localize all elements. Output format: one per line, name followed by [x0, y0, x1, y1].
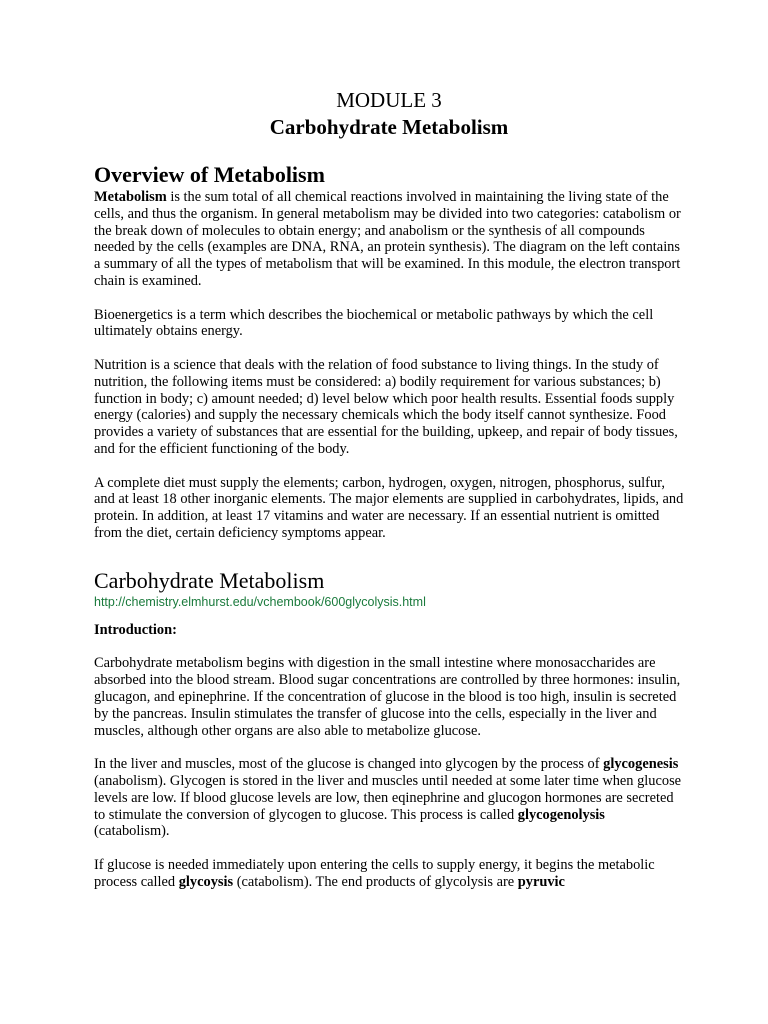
carb-paragraph-2	[94, 756, 684, 840]
glycoysis-term: glycoysis	[178, 873, 234, 890]
introduction-label-text: Introduction:	[94, 621, 177, 638]
pyruvic-term: pyruvic	[517, 873, 565, 890]
module-number: MODULE 3	[336, 88, 442, 112]
overview-heading: Overview of Metabolism	[94, 162, 325, 187]
glycogenesis-term: glycogenesis	[603, 756, 679, 773]
module-title: Carbohydrate Metabolism	[269, 115, 509, 139]
carb-paragraph-3-part-a: If glucose is needed immediately upon entering the cells to supply energy, it begins the metabolic process called	[94, 856, 655, 890]
carb-paragraph-3-part-b: (catabolism). The end products of glycolysis are	[233, 873, 518, 890]
carb-paragraph-2-part-c: (catabolism).	[94, 823, 170, 840]
glycolysis-link[interactable]: http://chemistry.elmhurst.edu/vchembook/600glycolysis.html	[94, 594, 426, 609]
carb-paragraph-2-part-a: In the liver and muscles, most of the glucose is changed into glycogen by the process of	[94, 756, 604, 773]
overview-paragraph-2: Bioenergetics is a term which describes the biochemical or metabolic pathways by which the cell ultimately obtains energy.	[94, 306, 654, 340]
metabolism-term: Metabolism	[94, 189, 167, 205]
carbohydrate-heading: Carbohydrate Metabolism	[94, 567, 325, 593]
overview-paragraph-4: A complete diet must supply the elements; carbon, hydrogen, oxygen, nitrogen, phosphorus, sulfur, and at least 18 other inorganic elements. The major elements are supplied in carbohydrates, lipids, and protein. In addition, at least 17 vitamins and water are necessary. If an essential nutrient is omitted from the diet, certain deficiency symptoms appear.	[94, 474, 684, 541]
carb-paragraph-1: Carbohydrate metabolism begins with digestion in the small intestine where monosaccharides are absorbed into the blood stream. Blood sugar concentrations are controlled by three hormones: insulin, glucagon, and epinephrine. If the concentration of glucose in the blood is too high, insulin is secreted by the pancreas. Insulin stimulates the transfer of glucose into the cells, especially in the liver and muscles, although other organs are also able to metabolize glucose.	[94, 655, 681, 739]
introduction-label	[94, 622, 684, 639]
overview-paragraph-1-text: is the sum total of all chemical reactions involved in maintaining the living state of the cells, and thus the organism. In general metabolism may be divided into two categories: catabolism or the break down of molecules to obtain energy; and anabolism or the synthesis of all compounds needed by the cells (examples are DNA, RNA, an protein synthesis). The diagram on the left contains a summary of all the types of metabolism that will be examined. In this module, the electron transport chain is examined.	[94, 189, 681, 289]
carb-paragraph-2-part-b: (anabolism). Glycogen is stored in the liver and muscles until needed at some later time when glucose levels are low. If blood glucose levels are low, then eqinephrine and glucogon hormones are secreted to stimulate the conversion of glycogen to glucose. This process is called	[94, 772, 682, 823]
overview-paragraph-3: Nutrition is a science that deals with the relation of food substance to living things. In the study of nutrition, the following items must be considered: a) bodily requirement for various substances; b) function in body; c) amount needed; d) level below which poor health results. Essential foods supply energy (calories) and supply the necessary chemicals which the body itself cannot synthesize. Food provides a variety of substances that are essential for the building, upkeep, and repair of body tissues, and for the efficient functioning of the body.	[94, 356, 678, 457]
overview-paragraph-1	[94, 189, 684, 290]
document-page	[94, 88, 684, 907]
carb-paragraph-3	[94, 857, 684, 891]
glycogenolysis-term: glycogenolysis	[517, 806, 605, 823]
